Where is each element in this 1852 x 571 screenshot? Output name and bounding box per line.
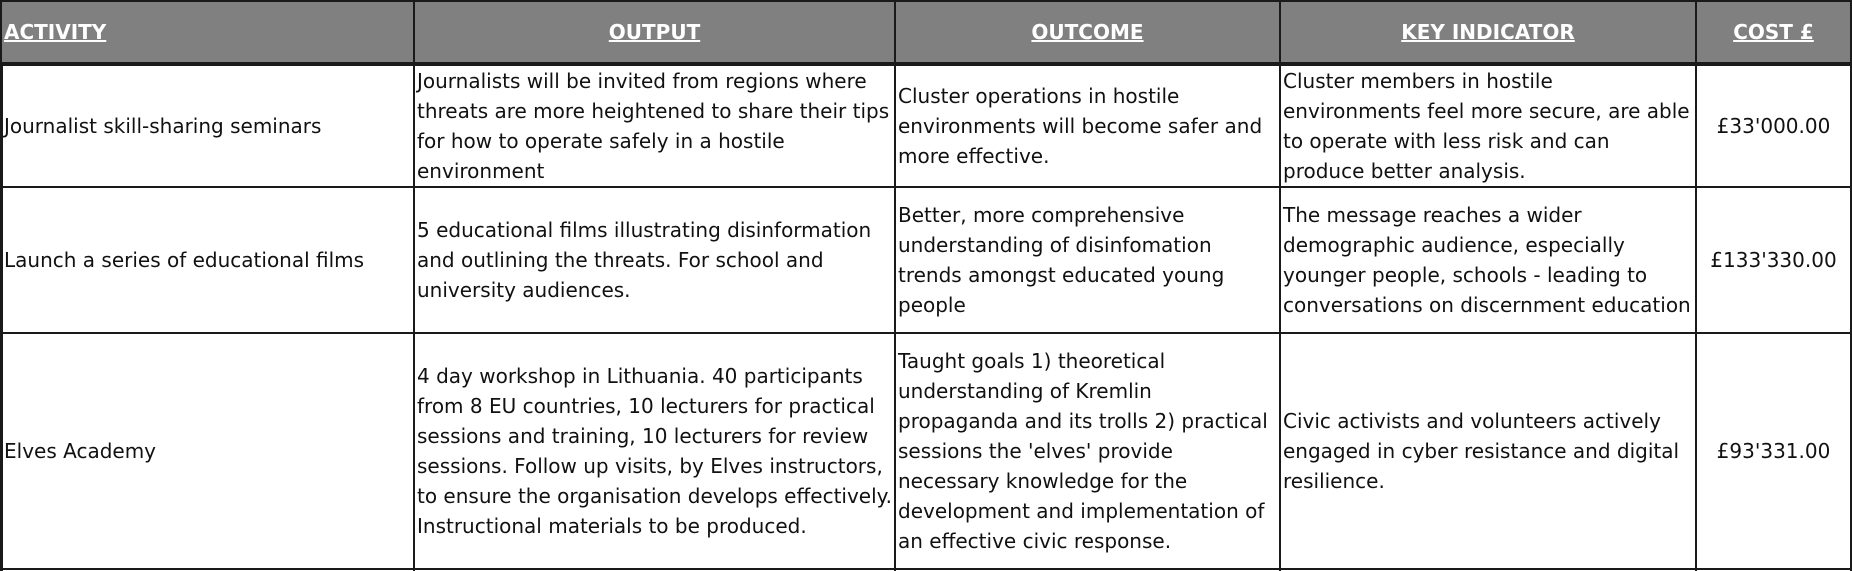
cell-outcome[interactable]: Taught goals 1) theoretical understanding of Kremlin propaganda and its trolls 2) practical sessions the 'elves' provide necessary knowledge for the development and implementation of an effective civic response. [895,333,1280,569]
cell-outcome[interactable]: Cluster operations in hostile environments will become safer and more effective. [895,64,1280,187]
header-key-indicator[interactable]: KEY INDICATOR [1280,1,1696,64]
header-output[interactable]: OUTPUT [414,1,895,64]
table-row [1,187,1851,333]
table-row [1,333,1851,569]
cell-key-indicator[interactable]: Cluster members in hostile environments feel more secure, are able to operate with less risk and can produce better analysis. [1280,64,1696,187]
cell-key-indicator[interactable]: The message reaches a wider demographic audience, especially younger people, schools - leading to conversations on discernment education [1280,187,1696,333]
cell-outcome[interactable]: Better, more comprehensive understanding of disinfomation trends amongst educated young people [895,187,1280,333]
header-outcome[interactable]: OUTCOME [895,1,1280,64]
cell-activity[interactable]: Launch a series of educational films [1,187,414,333]
cell-activity[interactable]: Elves Academy [1,333,414,569]
cell-output[interactable]: Journalists will be invited from regions where threats are more heightened to share their tips for how to operate safely in a hostile environment [414,64,895,187]
header-activity[interactable]: ACTIVITY [1,1,414,64]
cell-key-indicator[interactable]: Civic activists and volunteers actively engaged in cyber resistance and digital resilience. [1280,333,1696,569]
cell-cost[interactable]: £33'000.00 [1696,64,1851,187]
cell-activity[interactable]: Journalist skill-sharing seminars [1,64,414,187]
header-row [1,1,1851,64]
cell-output[interactable]: 4 day workshop in Lithuania. 40 participants from 8 EU countries, 10 lecturers for practical sessions and training, 10 lecturers for review sessions. Follow up visits, by Elves instructors, to ensure the organisation develops effectively. Instructional materials to be produced. [414,333,895,569]
cell-cost[interactable]: £93'331.00 [1696,333,1851,569]
header-cost[interactable]: COST £ [1696,1,1851,64]
table-row [1,64,1851,187]
cell-cost[interactable]: £133'330.00 [1696,187,1851,333]
cell-output[interactable]: 5 educational films illustrating disinformation and outlining the threats. For school and university audiences. [414,187,895,333]
